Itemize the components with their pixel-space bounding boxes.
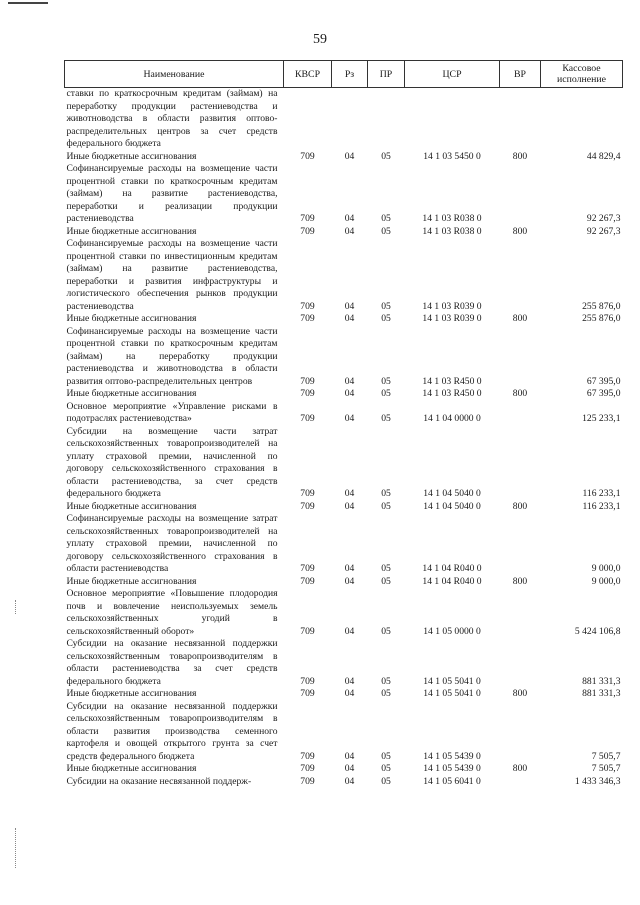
cell-kvsr: 709 — [300, 225, 315, 237]
cell-name: Иные бюджетные ассигнования — [66, 575, 197, 587]
cell-vr — [500, 426, 541, 501]
cell-rz: 04 — [344, 213, 355, 224]
cell-pr: 05 — [381, 688, 391, 699]
table-row — [65, 401, 623, 426]
cell-csr: 14 1 05 5041 0 — [423, 688, 481, 699]
cell-csr: 14 1 04 R040 0 — [422, 575, 482, 587]
cell-vr — [500, 701, 541, 764]
cell-name: Иные бюджетные ассигнования — [66, 500, 197, 512]
cell-vr — [500, 776, 541, 789]
cell-amount: 881 331,3 — [582, 688, 621, 699]
cell-vr — [500, 238, 541, 313]
table-row — [65, 776, 623, 789]
corner-mark — [8, 2, 48, 4]
cell-csr: 14 1 03 R038 0 — [422, 213, 482, 224]
cell-pr: 05 — [381, 213, 391, 224]
cell-kvsr: 709 — [300, 488, 315, 499]
cell-pr: 05 — [381, 413, 391, 424]
cell-csr: 14 1 03 R039 0 — [422, 300, 482, 312]
table-row — [65, 763, 623, 776]
table-row — [65, 701, 623, 764]
cell-vr — [500, 588, 541, 638]
cell-vr: 800 — [512, 313, 528, 324]
cell-pr: 05 — [381, 225, 391, 237]
cell-vr: 800 — [512, 500, 528, 512]
cell-csr: 14 1 05 5439 0 — [423, 763, 481, 774]
cell-name: Иные бюджетные ассигнования — [66, 388, 197, 399]
cell-rz: 04 — [344, 763, 355, 774]
cell-name: Иные бюджетные ассигнования — [66, 763, 197, 774]
cell-amount: 881 331,3 — [582, 675, 621, 687]
cell-kvsr — [284, 88, 332, 151]
cell-kvsr: 709 — [300, 688, 315, 699]
cell-kvsr: 709 — [300, 313, 315, 324]
table-row — [65, 426, 623, 501]
cell-kvsr: 709 — [300, 388, 315, 399]
cell-amount: 7 505,7 — [591, 763, 621, 774]
cell-csr: 14 1 03 R450 0 — [422, 388, 482, 399]
cell-csr: 14 1 03 R450 0 — [422, 375, 482, 387]
cell-name: Иные бюджетные ассигнования — [66, 225, 197, 237]
cell-kvsr: 709 — [300, 500, 315, 512]
cell-amount: 125 233,1 — [582, 413, 621, 424]
cell-vr — [500, 638, 541, 688]
cell-amount: 67 395,0 — [586, 375, 621, 387]
header-csr: ЦСР — [405, 61, 500, 88]
cell-kvsr: 709 — [300, 675, 315, 687]
cell-csr: 14 1 03 5450 0 — [423, 150, 481, 162]
cell-kvsr: 709 — [300, 575, 315, 587]
cell-vr — [500, 326, 541, 389]
cell-csr: 14 1 03 R039 0 — [422, 313, 482, 324]
cell-pr: 05 — [381, 675, 391, 687]
cell-pr: 05 — [381, 775, 391, 787]
cell-kvsr: 709 — [300, 563, 315, 574]
table-row — [65, 163, 623, 226]
cell-name: Субсидии на оказание несвязанной поддерж- — [66, 775, 252, 787]
cell-name: Иные бюджетные ассигнования — [66, 313, 197, 324]
cell-amount: 116 233,1 — [582, 488, 621, 499]
cell-csr: 14 1 05 5041 0 — [423, 675, 481, 687]
cell-vr: 800 — [512, 388, 528, 399]
cell-rz: 04 — [344, 375, 355, 387]
page-number: 59 — [313, 32, 327, 47]
cell-amount: 255 876,0 — [582, 313, 621, 324]
cell-kvsr: 709 — [300, 300, 315, 312]
table-row — [65, 313, 623, 326]
cell-pr: 05 — [381, 313, 391, 324]
table-row — [65, 238, 623, 313]
cell-csr: 14 1 04 5040 0 — [423, 488, 481, 499]
header-vr: ВР — [500, 61, 541, 88]
cell-csr: 14 1 04 R040 0 — [422, 563, 482, 574]
table-row — [65, 576, 623, 589]
cell-amount: 92 267,3 — [586, 225, 621, 237]
table-row — [65, 638, 623, 688]
cell-amount: 1 433 346,3 — [574, 775, 621, 787]
margin-mark — [15, 828, 16, 868]
cell-name: Субсидии на оказание несвязанной поддержки сельскохозяйственным товаропроизводителям в области растениеводства за счет средств федерального бюджета — [66, 638, 278, 687]
cell-csr: 14 1 05 6041 0 — [423, 775, 481, 787]
cell-vr — [500, 163, 541, 226]
cell-name: Субсидии на возмещение части затрат сельскохозяйственных товаропроизводителей на уплату страховой премии, начисленной по договору сельскохозяйственного страхования в области растениеводства, за счет средств федерального бюджета — [66, 425, 278, 499]
cell-name: Иные бюджетные ассигнования — [66, 688, 197, 699]
cell-kvsr: 709 — [300, 413, 315, 424]
table-body — [65, 88, 623, 789]
table-row — [65, 88, 623, 151]
cell-amount: 116 233,1 — [582, 500, 621, 512]
cell-kvsr: 709 — [300, 213, 315, 224]
cell-pr: 05 — [381, 763, 391, 774]
cell-vr: 800 — [512, 688, 528, 699]
cell-kvsr: 709 — [300, 375, 315, 387]
cell-amount: 255 876,0 — [582, 300, 621, 312]
table-row — [65, 513, 623, 576]
cell-name: Иные бюджетные ассигнования — [66, 150, 197, 162]
cell-rz: 04 — [344, 750, 355, 762]
table-row — [65, 226, 623, 239]
budget-table — [64, 60, 623, 788]
cell-amount: 5 424 106,8 — [574, 625, 621, 637]
cell-name: Софинансируемые расходы на возмещение части процентной ставки по инвестиционным кредитам (займам) на развитие растениеводства, переработки и развития инфраструктуры и логистического обеспечения рынков продукции растениеводства — [66, 238, 278, 312]
cell-pr: 05 — [381, 750, 391, 762]
cell-pr: 05 — [381, 488, 391, 499]
cell-kvsr: 709 — [300, 150, 315, 162]
table-row — [65, 388, 623, 401]
cell-name: ставки по краткосрочным кредитам (займам) на переработку продукции растениеводства и животноводства в области развития оптово-распределительных центров за счет средств федерального бюджета — [66, 88, 278, 149]
cell-rz — [332, 88, 368, 151]
cell-amount: 44 829,4 — [586, 150, 621, 162]
cell-vr: 800 — [512, 150, 528, 162]
header-amount: Кассовое исполнение — [541, 61, 623, 88]
cell-name: Основное мероприятие «Управление рисками в подотраслях растениеводства» — [66, 400, 278, 424]
cell-rz: 04 — [344, 225, 355, 237]
cell-csr: 14 1 04 0000 0 — [423, 413, 481, 424]
cell-csr: 14 1 03 R038 0 — [422, 225, 482, 237]
cell-rz: 04 — [344, 500, 355, 512]
cell-name: Субсидии на оказание несвязанной поддержки сельскохозяйственным товаропроизводителям в области развития производства семенного картофеля и овощей открытого грунта за счет средств федерального бюджета — [66, 700, 278, 762]
cell-amount: 7 505,7 — [591, 750, 621, 762]
cell-pr: 05 — [381, 300, 391, 312]
table-row — [65, 151, 623, 164]
cell-kvsr: 709 — [300, 750, 315, 762]
cell-rz: 04 — [344, 775, 355, 787]
cell-vr: 800 — [512, 225, 528, 237]
cell-rz: 04 — [344, 413, 355, 424]
cell-vr: 800 — [512, 575, 528, 587]
cell-vr — [500, 401, 541, 426]
cell-vr: 800 — [512, 763, 528, 774]
cell-pr: 05 — [381, 575, 391, 587]
cell-csr: 14 1 05 0000 0 — [423, 625, 481, 637]
cell-rz: 04 — [344, 300, 355, 312]
cell-pr: 05 — [381, 388, 391, 399]
cell-name: Софинансируемые расходы на возмещение части процентной ставки по краткосрочным кредитам (займам) на развитие растениеводства, переработки и реализации продукции растениеводства — [66, 163, 278, 224]
cell-rz: 04 — [344, 688, 355, 699]
cell-csr — [405, 88, 500, 151]
cell-csr: 14 1 05 5439 0 — [423, 750, 481, 762]
cell-rz: 04 — [344, 313, 355, 324]
cell-vr — [500, 88, 541, 151]
table-header-row — [65, 61, 623, 88]
cell-kvsr: 709 — [300, 775, 315, 787]
cell-csr: 14 1 04 5040 0 — [423, 500, 481, 512]
margin-mark — [15, 600, 16, 614]
cell-pr: 05 — [381, 150, 391, 162]
table-row — [65, 501, 623, 514]
cell-amount: 67 395,0 — [586, 388, 621, 399]
header-name: Наименование — [65, 61, 284, 88]
cell-rz: 04 — [344, 575, 355, 587]
cell-pr — [368, 88, 405, 151]
cell-pr: 05 — [381, 563, 391, 574]
cell-kvsr: 709 — [300, 763, 315, 774]
cell-pr: 05 — [381, 375, 391, 387]
header-rz: Рз — [332, 61, 368, 88]
header-kvsr: КВСР — [284, 61, 332, 88]
cell-rz: 04 — [344, 675, 355, 687]
header-pr: ПР — [368, 61, 405, 88]
cell-rz: 04 — [344, 625, 355, 637]
cell-name: Софинансируемые расходы на возмещение части процентной ставки по краткосрочным кредитам (займам) на переработку продукции растениеводства и животноводства в области развития оптово-распределительных центров — [66, 325, 278, 387]
cell-amount: 9 000,0 — [591, 563, 621, 574]
table-row — [65, 588, 623, 638]
cell-amount: 9 000,0 — [591, 575, 621, 587]
cell-pr: 05 — [381, 500, 391, 512]
table-row — [65, 688, 623, 701]
cell-name: Софинансируемые расходы на возмещение затрат сельскохозяйственных товаропроизводителей на уплату страховой премии, начисленной по договору сельскохозяйственного страхования в области растениеводства — [66, 513, 278, 574]
table-row — [65, 326, 623, 389]
cell-rz: 04 — [344, 563, 355, 574]
cell-kvsr: 709 — [300, 625, 315, 637]
cell-name: Основное мероприятие «Повышение плодородия почв и вовлечение неиспользуемых земель сельскохозяйственных угодий в сельскохозяйственный оборот» — [66, 588, 278, 637]
cell-amount — [541, 88, 623, 151]
cell-rz: 04 — [344, 150, 355, 162]
cell-pr: 05 — [381, 625, 391, 637]
cell-vr — [500, 513, 541, 576]
cell-rz: 04 — [344, 388, 355, 399]
cell-rz: 04 — [344, 488, 355, 499]
cell-amount: 92 267,3 — [586, 213, 621, 224]
